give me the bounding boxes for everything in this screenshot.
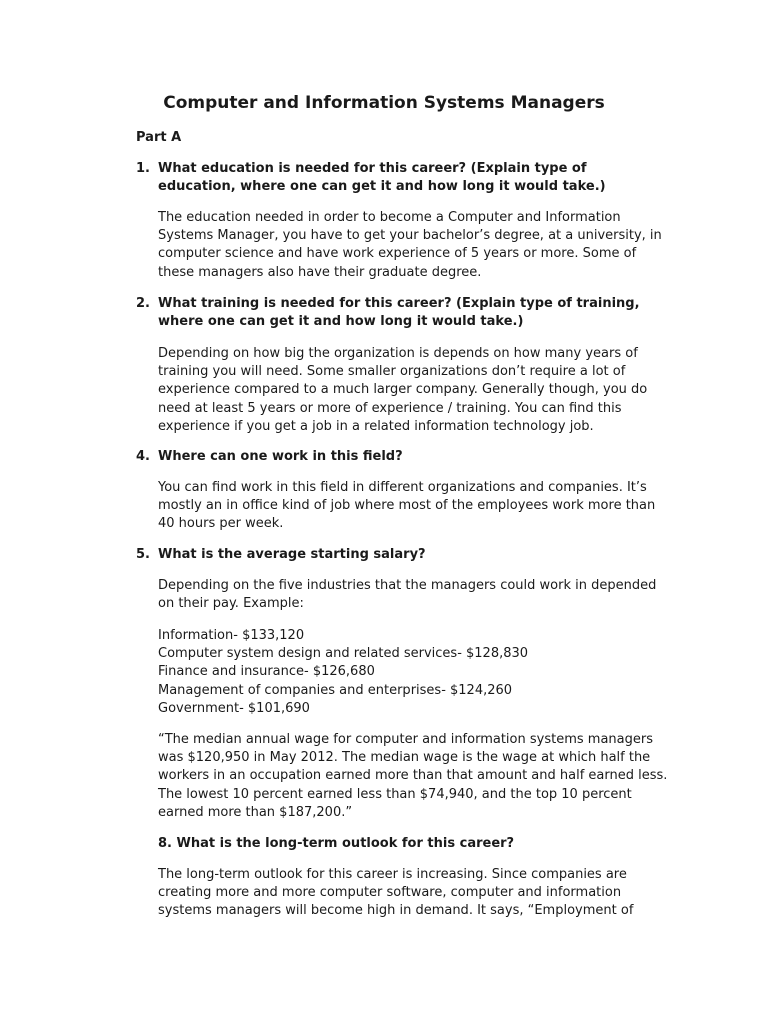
- part-heading: Part A: [136, 130, 182, 145]
- answer-line: You can find work in this field in different organizations and companies. It’s: [158, 480, 647, 495]
- answer-line: training you will need. Some smaller organizations don’t require a lot of: [158, 364, 626, 380]
- salary-item: Finance and insurance- $126,680: [158, 664, 375, 680]
- quote-line: “The median annual wage for computer and information systems managers: [158, 732, 653, 747]
- answer-2: [158, 345, 686, 436]
- answer-4: [158, 479, 686, 534]
- answer-8: [158, 866, 686, 921]
- question-text: [158, 295, 666, 331]
- salary-list: [158, 627, 686, 718]
- answer-line: these managers also have their graduate degree.: [158, 264, 482, 280]
- salary-item: Management of companies and enterprises- $124,260: [158, 682, 513, 698]
- answer-line: The long-term outlook for this career is increasing. Since companies are: [158, 867, 627, 882]
- question-number: 5.: [136, 547, 150, 562]
- question-number: 1.: [136, 161, 150, 176]
- answer-line: creating more and more computer software, computer and information: [158, 885, 622, 901]
- question-1: [136, 160, 666, 196]
- answer-line: on their pay. Example:: [158, 596, 304, 612]
- answer-line: 40 hours per week.: [158, 516, 284, 532]
- question-line: 8. What is the long-term outlook for this career?: [158, 836, 515, 851]
- answer-line: experience compared to a much larger company. Generally though, you do: [158, 382, 648, 398]
- answer-1: [158, 209, 686, 282]
- answer-line: systems managers will become high in demand. It says, “Employment of: [158, 903, 634, 919]
- answer-line: experience if you get a job in a related information technology job.: [158, 418, 594, 434]
- question-text: [158, 448, 666, 466]
- answer-line: Depending on the five industries that the managers could work in depended: [158, 578, 657, 593]
- question-line: education, where one can get it and how long it would take.): [158, 179, 606, 195]
- salary-item: Information- $133,120: [158, 628, 305, 643]
- question-line: What education is needed for this career? (Explain type of: [158, 161, 587, 176]
- answer-5: [158, 577, 686, 613]
- quote-line: workers in an occupation earned more than that amount and half earned less.: [158, 768, 668, 784]
- answer-line: Depending on how big the organization is depends on how many years of: [158, 346, 638, 361]
- quote-line: earned more than $187,200.”: [158, 804, 353, 820]
- question-number: 2.: [136, 296, 150, 311]
- question-5: [136, 546, 666, 564]
- question-line: What training is needed for this career? (Explain type of training,: [158, 296, 640, 311]
- answer-line: need at least 5 years or more of experience / training. You can find this: [158, 400, 622, 416]
- question-line: where one can get it and how long it would take.): [158, 314, 524, 330]
- salary-item: Computer system design and related services- $128,830: [158, 646, 529, 662]
- answer-line: Systems Manager, you have to get your bachelor’s degree, at a university, in: [158, 228, 662, 244]
- salary-item: Government- $101,690: [158, 700, 310, 716]
- answer-line: mostly an in office kind of job where most of the employees work more than: [158, 498, 656, 514]
- question-number: 4.: [136, 449, 150, 464]
- answer-line: The education needed in order to become a Computer and Information: [158, 210, 621, 225]
- answer-line: computer science and have work experience of 5 years or more. Some of: [158, 246, 637, 262]
- question-text: [158, 160, 666, 196]
- quote-line: The lowest 10 percent earned less than $74,940, and the top 10 percent: [158, 786, 632, 802]
- question-8: [158, 835, 688, 853]
- question-line: What is the average starting salary?: [158, 547, 426, 562]
- question-line: Where can one work in this field?: [158, 449, 403, 464]
- quote-line: was $120,950 in May 2012. The median wage is the wage at which half the: [158, 750, 651, 766]
- page-title: Computer and Information Systems Managers: [163, 93, 605, 113]
- question-text: [158, 546, 666, 564]
- question-2: [136, 295, 666, 331]
- wage-quote: [158, 731, 686, 822]
- question-4: [136, 448, 666, 466]
